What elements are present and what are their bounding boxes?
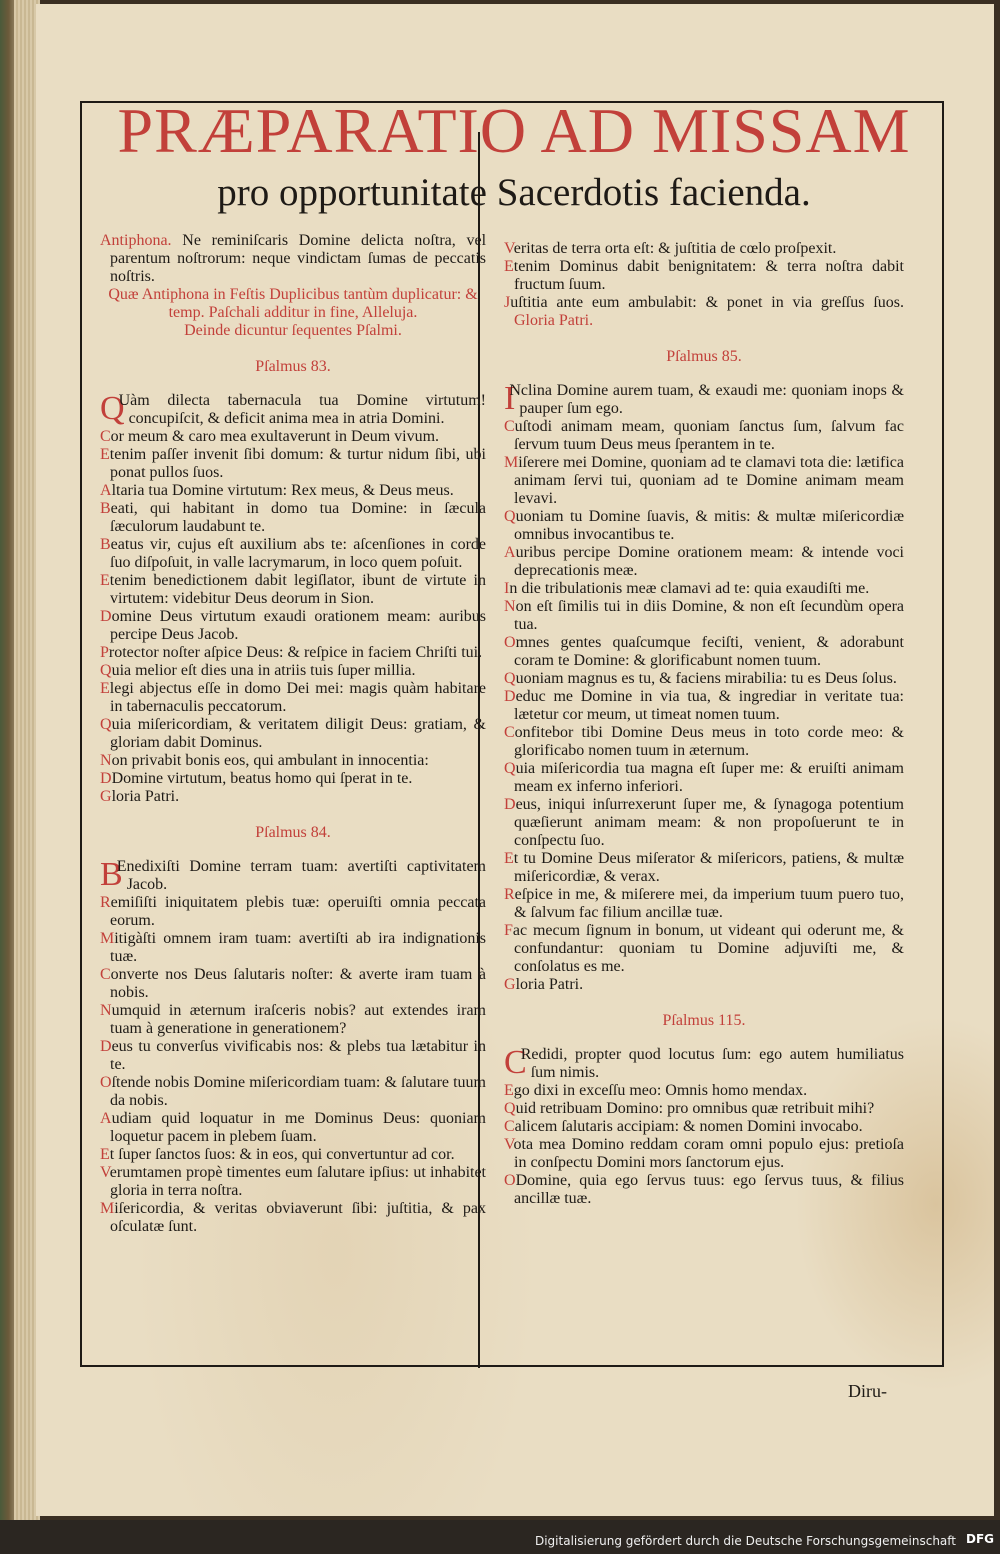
verse — [100, 770, 486, 788]
verse-text: Domine, quia ego ſervus tuus: ego ſervus tuus, & filius ancillæ tuæ. — [514, 1172, 904, 1207]
verse-initial: B — [100, 856, 123, 893]
left-column — [100, 232, 486, 1236]
verse-text: iſericordia, & veritas obviaverunt ſibi: juſtitia, & pax oſculatæ ſunt. — [110, 1200, 486, 1235]
verse-text: Enedixiſti Domine terram tuam: avertiſti captivitatem Jacob. — [116, 858, 486, 893]
verse-initial: B — [100, 500, 111, 517]
verse-text: udiam quid loquatur in me Dominus Deus: quoniam loquetur pacem in plebem ſuam. — [110, 1110, 486, 1145]
gloria-patri: Gloria Patri. — [514, 312, 594, 329]
verse-initial: D — [100, 770, 112, 787]
verse-text: erumtamen propè timentes eum ſalutare ipſius: ut inhabitet gloria in terra noſtra. — [109, 1164, 486, 1199]
verse-initial: O — [504, 634, 516, 651]
page-title: PRÆPARATIO AD MISSAM — [117, 95, 911, 166]
verse — [504, 724, 904, 760]
verse-text: on privabit bonis eos, qui ambulant in innocentia: — [111, 752, 429, 769]
antiphona — [100, 232, 486, 286]
verse-text: educ me Domine in via tua, & ingrediar in veritate tua: lætetur cor meum, ut timeat nomen tuum. — [514, 688, 904, 723]
verse — [504, 258, 904, 294]
verse-initial: D — [100, 1038, 112, 1055]
verse-text: t tu Domine Deus miſerator & miſericors, patiens, & multæ miſericordiæ, & verax. — [513, 850, 904, 885]
verse-text: uoniam tu Domine ſuavis, & mitis: & multæ miſericordiæ omnibus invocantibus te. — [514, 508, 904, 543]
verse-initial: E — [504, 850, 514, 867]
verse — [504, 418, 904, 454]
verse — [504, 1046, 904, 1082]
verse-text: uſtodi animam meam, quoniam ſanctus ſum, ſalvum fac ſervum tuum Deus meus ſperantem in te. — [514, 418, 904, 453]
verse-initial: C — [100, 428, 111, 445]
verse — [100, 428, 486, 446]
verse — [504, 454, 904, 508]
verse — [504, 760, 904, 796]
verse-text: tenim benedictionem dabit legiſlator, ibunt de virtute in virtutem: videbitur Deus deorum in Sion. — [109, 572, 486, 607]
verse-initial: Q — [504, 508, 516, 525]
verse-initial: V — [504, 240, 514, 257]
psalm-115-heading: Pſalmus 115. — [662, 1012, 746, 1029]
verse-text: on eſt ſimilis tui in diis Domine, & non eſt ſecundùm opera tua. — [514, 598, 904, 633]
verse — [100, 392, 486, 428]
rubric-duplicibus: Quæ Antiphona in Feſtis Duplicibus tantùm duplicatur: & temp. Paſchali additur in fine, Alleluja. — [108, 286, 478, 321]
verse-initial: D — [504, 796, 516, 813]
verse — [100, 644, 486, 662]
antiphona-label: Antiphona. — [100, 232, 172, 249]
verse-initial: Q — [100, 716, 112, 733]
verse-text: ota mea Domino reddam coram omni populo ejus: pretioſa in conſpectu Domini mors ſanctorum ejus. — [513, 1136, 904, 1171]
verse-text: go dixi in exceſſu meo: Omnis homo mendax. — [513, 1082, 808, 1099]
verse-initial: Q — [504, 670, 516, 687]
verse — [100, 1164, 486, 1200]
verse-text: emiſiſti iniquitatem plebis tuæ: operuiſti omnia peccata eorum. — [110, 894, 486, 929]
verse-text: eati, qui habitant in domo tua Domine: in ſæcula ſæculorum laudabunt te. — [110, 500, 486, 535]
verse-initial: N — [100, 1002, 112, 1019]
verse — [504, 240, 904, 258]
verse-text: tenim Dominus dabit benignitatem: & terra noſtra dabit fructum ſuum. — [513, 258, 904, 293]
verse — [504, 922, 904, 976]
verse-initial: Q — [100, 390, 125, 427]
verse — [100, 716, 486, 752]
verse-text: omine Deus virtutum exaudi orationem meam: auribus percipe Deus Jacob. — [110, 608, 486, 643]
verse-text: n die tribulationis meæ clamavi ad te: quia exaudiſti me. — [509, 580, 870, 597]
verse-text: eatus vir, cujus eſt auxilium abs te: aſcenſiones in corde ſuo diſpoſuit, in valle lacrymarum, in loco quem poſuit. — [110, 536, 486, 571]
psalm-83-verses — [100, 392, 486, 806]
verse-initial: V — [504, 1136, 514, 1153]
verse — [504, 886, 904, 922]
psalm-84-continuation — [504, 240, 904, 330]
verse — [100, 966, 486, 1002]
verse-text: ſtende nobis Domine miſericordiam tuam: & ſalutare tuum da nobis. — [110, 1074, 486, 1109]
verse-initial: Q — [504, 760, 516, 777]
verse-text: Nclina Domine aurem tuam, & exaudi me: quoniam inops & pauper ſum ego. — [509, 382, 904, 417]
verse — [504, 1136, 904, 1172]
verse — [504, 688, 904, 724]
verse-initial: F — [504, 922, 513, 939]
verse — [504, 796, 904, 850]
verse-text: or meum & caro mea exultaverunt in Deum vivum. — [110, 428, 440, 445]
psalm-83-heading: Pſalmus 83. — [255, 358, 331, 375]
verse — [100, 536, 486, 572]
psalm-84-heading: Pſalmus 84. — [255, 824, 331, 841]
verse-initial: E — [504, 258, 514, 275]
verse-text: uoniam magnus es tu, & faciens mirabilia: tu es Deus ſolus. — [515, 670, 897, 687]
verse-text: umquid in æternum iraſceris nobis? aut extendes iram tuam à generatione in generationem? — [110, 1002, 486, 1037]
verse-text: tenim paſſer invenit ſibi domum: & turtur nidum ſibi, ubi ponat pullos ſuos. — [109, 446, 486, 481]
verse — [504, 850, 904, 886]
verse — [100, 1002, 486, 1038]
verse-initial: E — [100, 680, 110, 697]
verse-text: iſerere mei Domine, quoniam ad te clamavi tota die: lætifica animam ſervi tui, quoniam ad te Domine animam meam levavi. — [514, 454, 904, 507]
verse — [100, 482, 486, 500]
verse-text: eſpice in me, & miſerere mei, da imperium tuum puero tuo, & ſalvum fac filium ancillæ tuæ. — [514, 886, 904, 921]
verse-initial: I — [504, 580, 510, 597]
verse-initial: C — [504, 418, 515, 435]
verse-text: Domine virtutum, beatus homo qui ſperat in te. — [111, 770, 413, 787]
verse-initial: D — [504, 688, 516, 705]
verse-initial: G — [100, 788, 112, 805]
verse-text: eritas de terra orta eſt: & juſtitia de cœlo proſpexit. — [513, 240, 837, 257]
verse — [100, 788, 486, 806]
verse-initial: C — [504, 1044, 527, 1081]
verse-initial: N — [100, 752, 112, 769]
verse — [100, 930, 486, 966]
psalm-85-heading: Pſalmus 85. — [666, 348, 742, 365]
verse-initial: R — [100, 894, 111, 911]
verse-initial: A — [100, 1110, 112, 1127]
verse-initial: M — [504, 454, 519, 471]
verse-text: mnes gentes quaſcumque feciſti, venient, & adorabunt coram te Domine: & glorificabunt nomen tuum. — [514, 634, 904, 669]
verse-text: ac mecum ſignum in bonum, ut videant qui oderunt me, & confundantur: quoniam tu Domine adjuviſti me, & conſolatus es me. — [512, 922, 904, 975]
verse-text: Redidi, propter quod locutus ſum: ego autem humiliatus ſum nimis. — [520, 1046, 904, 1081]
verse-initial: Q — [100, 662, 112, 679]
verse-text: rotector noſter aſpice Deus: & reſpice in faciem Chriſti tui. — [108, 644, 483, 661]
verse-initial: A — [100, 482, 112, 499]
verse-initial: B — [100, 536, 111, 553]
verse — [504, 382, 904, 418]
right-column — [504, 240, 904, 1208]
verse — [504, 1100, 904, 1118]
verse-initial: C — [504, 724, 515, 741]
verse-initial: E — [100, 446, 110, 463]
rubric-sequentes: Deinde dicuntur ſequentes Pſalmi. — [184, 322, 402, 339]
verse-initial: E — [100, 1146, 110, 1163]
verse-initial: E — [504, 1082, 514, 1099]
verse — [100, 894, 486, 930]
psalm-84-verses — [100, 858, 486, 1236]
verse-text: uid retribuam Domino: pro omnibus quæ retribuit mihi? — [515, 1100, 875, 1117]
verse — [100, 752, 486, 770]
verse — [504, 1082, 904, 1100]
verse — [100, 1074, 486, 1110]
psalm-85-verses — [504, 382, 904, 994]
verse-text: loria Patri. — [111, 788, 180, 805]
verse — [100, 1200, 486, 1236]
verse-text: uia miſericordiam, & veritatem diligit Deus: gratiam, & gloriam dabit Dominus. — [110, 716, 486, 751]
verse — [504, 670, 904, 688]
verse — [504, 508, 904, 544]
verse-text: uribus percipe Domine orationem meam: & intende voci deprecationis meæ. — [514, 544, 904, 579]
verse — [100, 662, 486, 680]
verse — [100, 1038, 486, 1074]
book-binding — [0, 0, 14, 1554]
verse-text: alicem ſalutaris accipiam: & nomen Domini invocabo. — [514, 1118, 863, 1135]
verse — [100, 500, 486, 536]
verse-initial: Q — [504, 1100, 516, 1117]
verse-initial: D — [100, 608, 112, 625]
catchword: Diru- — [848, 1381, 887, 1401]
verse-initial: O — [504, 1172, 516, 1189]
verse-initial: N — [504, 598, 516, 615]
antiphona-text: Ne reminiſcaris Domine delicta noſtra, vel parentum noſtrorum: neque vindictam ſumas de peccatis noſtris. — [110, 232, 487, 285]
verse-text: Uàm dilecta tabernacula tua Domine virtutum! concupiſcit, & deficit anima mea in atria Domini. — [118, 392, 486, 427]
verse-text: eus, iniqui inſurrexerunt ſuper me, & ſynagoga potentium quæſierunt animam meam: & non propoſuerunt te in conſpectu ſuo. — [514, 796, 904, 849]
page-subtitle: pro opportunitate Sacerdotis facienda. — [217, 171, 811, 214]
verse — [504, 580, 904, 598]
verse-text: eus tu converſus vivificabis nos: & plebs tua lætabitur in te. — [110, 1038, 486, 1073]
verse-text: ltaria tua Domine virtutum: Rex meus, & Deus meus. — [111, 482, 454, 499]
verse-initial: J — [504, 294, 511, 311]
verse-text: uſtitia ante eum ambulabit: & ponet in via greſſus ſuos. — [510, 294, 904, 311]
verse-text: loria Patri. — [515, 976, 584, 993]
verse-initial: P — [100, 644, 109, 661]
verse-text: onverte nos Deus ſalutaris noſter: & averte iram tuam à nobis. — [110, 966, 486, 1001]
verse — [100, 680, 486, 716]
verse-initial: V — [100, 1164, 110, 1181]
verse — [100, 1110, 486, 1146]
verse-initial: G — [504, 976, 516, 993]
verse-text: itigàſti omnem iram tuam: avertiſti ab ira indignationis tuæ. — [110, 930, 486, 965]
verse — [504, 634, 904, 670]
verse-text: uia miſericordia tua magna eſt ſuper me: & eruiſti animam meam ex inferno inferiori. — [514, 760, 904, 795]
dfg-logo: DFG — [965, 1532, 994, 1546]
verse — [504, 976, 904, 994]
verse — [100, 572, 486, 608]
verse-initial: M — [100, 1200, 115, 1217]
verse-text: legi abjectus eſſe in domo Dei mei: magis quàm habitare in tabernaculis peccatorum. — [109, 680, 486, 715]
verse-text: t ſuper ſanctos ſuos: & in eos, qui convertuntur ad cor. — [109, 1146, 455, 1163]
verse-initial: M — [100, 930, 115, 947]
verse-initial: C — [100, 966, 111, 983]
verse — [504, 1118, 904, 1136]
verse-initial: A — [504, 544, 516, 561]
verse — [100, 1146, 486, 1164]
verse-initial: C — [504, 1118, 515, 1135]
verse-initial: I — [504, 380, 516, 417]
verse-text: uia melior eſt dies una in atriis tuis ſuper millia. — [111, 662, 416, 679]
verse — [100, 858, 486, 894]
verse — [100, 608, 486, 644]
footer-credit: Digitalisierung gefördert durch die Deutsche Forschungsgemeinschaft — [534, 1534, 956, 1548]
verse-initial: R — [504, 886, 515, 903]
verse — [504, 544, 904, 580]
verse — [100, 446, 486, 482]
psalm-115-verses — [504, 1046, 904, 1208]
verse-initial: E — [100, 572, 110, 589]
verse — [504, 294, 904, 330]
verse — [504, 598, 904, 634]
verse — [504, 1172, 904, 1208]
verse-text: onfitebor tibi Domine Deus meus in toto corde meo: & glorificabo nomen tuum in æternum. — [514, 724, 904, 759]
verse-initial: O — [100, 1074, 112, 1091]
